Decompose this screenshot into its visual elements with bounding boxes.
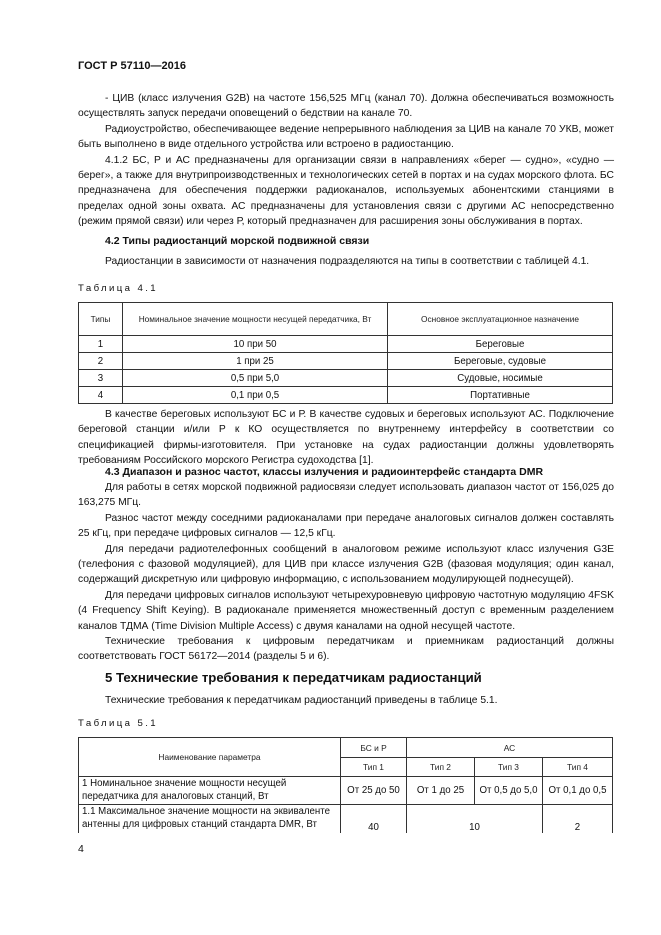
page-number: 4 [78, 843, 84, 855]
paragraph: Технические требования к цифровым передатчикам и приемникам радиостанций должны соответствовать ГОСТ 56172—2014 (разделы 5 и 6). [78, 636, 614, 663]
column-header: Типы [79, 303, 123, 336]
table-cell: 1.1 Максимальное значение мощности на эквиваленте антенны для цифровых станций стандарта DMR, Вт [79, 805, 341, 833]
table-cell: От 0,5 до 5,0 [475, 777, 543, 805]
column-header: Номинальное значение мощности несущей передатчика, Вт [123, 303, 388, 336]
table-cell: Береговые [388, 336, 613, 353]
table-4-1-caption: Таблица 4.1 [78, 283, 159, 294]
table-5-1-caption: Таблица 5.1 [78, 718, 159, 729]
paragraph: Для передачи радиотелефонных сообщений в аналоговом режиме используют класс излучения G3E (телефония с фазовой модуляцией), для ЦИВ при классе излучения G2B (фазовая модуляция; один канал, содержащий дискретную или цифровую информацию, с использованием модулирующей поднесущей). [78, 543, 614, 586]
table-row [79, 387, 613, 404]
column-header: Тип 2 [407, 758, 475, 777]
paragraph: Технические требования к передатчикам радиостанций приведены в таблице 5.1. [105, 695, 498, 706]
table-cell: 2 [543, 805, 613, 833]
table-cell: 4 [79, 387, 123, 404]
table-4-1 [78, 302, 613, 404]
column-header: Тип 3 [475, 758, 543, 777]
table-cell: Береговые, судовые [388, 353, 613, 370]
section-5-text [78, 693, 614, 708]
table-cell: 0,1 при 0,5 [123, 387, 388, 404]
table-header-row [79, 738, 613, 758]
paragraph: Радиоустройство, обеспечивающее ведение непрерывного наблюдения за ЦИВ на канале 70 УКВ, может быть выполнено в виде отдельного устройства или встроено в радиостанцию. [78, 123, 614, 151]
table-header-row [79, 303, 613, 336]
table-cell: От 1 до 25 [407, 777, 475, 805]
paragraph: В качестве береговых используют БС и Р. В качестве судовых и береговых используют АС. Подключение береговой станции и/или Р к КО осуществляется по внутреннему интерфейсу в соответствии со спецификацией фирмы-изготовителя. При установке на судах радиостанции должны удовлетворять требованиям Российского морского Регистра судоходства [1]. [78, 409, 614, 467]
section-heading-5: 5 Технические требования к передатчикам радиостанций [105, 670, 482, 685]
table-row [79, 353, 613, 370]
table-cell: 10 [407, 805, 543, 833]
table-cell: 1 Номинальное значение мощности несущей передатчика для аналоговых станций, Вт [79, 777, 341, 805]
table-cell: Судовые, носимые [388, 370, 613, 387]
paragraph: Для работы в сетях морской подвижной радиосвязи следует использовать диапазон частот от 156,025 до 163,275 МГц. [78, 482, 614, 509]
table-cell: 1 при 25 [123, 353, 388, 370]
table-cell: 0,5 при 5,0 [123, 370, 388, 387]
section-4-3-text [78, 480, 614, 665]
table-cell: 1 [79, 336, 123, 353]
paragraph: 4.1.2 БС, Р и АС предназначены для организации связи в направлениях «берег — судно», «судно — берег», а также для внутрипроизводственных и технологических сетей в портах и на судах морского флота. БС предназначена для обеспечения поддержки радиоканалов, используемых абонентскими станциями в пределах одной зоны охвата. АС предназначены для установления связи с другими АС непосредственно (режим прямой связи) или через Р, который предназначен для расширения зоны обслуживания в портах. [78, 154, 614, 228]
section-heading-4-2: 4.2 Типы радиостанций морской подвижной связи [105, 235, 370, 247]
table-row [79, 336, 613, 353]
table-row [79, 370, 613, 387]
table-cell: От 25 до 50 [341, 777, 407, 805]
table-row [79, 777, 613, 805]
document-header: ГОСТ Р 57110—2016 [78, 60, 186, 72]
column-header: АС [407, 738, 613, 758]
paragraph: Для передачи цифровых сигналов используют четырехуровневую цифровую частотную модуляцию 4FSK (4 Frequency Shift Keying). В радиоканале применяется множественный доступ с временным разделением каналов ТДМА (Time Division Multiple Access) с двумя каналами на одной несущей частоте. [78, 589, 614, 632]
column-header: БС и Р [341, 738, 407, 758]
table-cell: 10 при 50 [123, 336, 388, 353]
paragraph: Разнос частот между соседними радиоканалами при передаче аналоговых сигналов должен составлять 25 кГц, при передаче цифровых сигналов — 12,5 кГц. [78, 512, 614, 540]
table-cell: 3 [79, 370, 123, 387]
table-cell: Портативные [388, 387, 613, 404]
column-header: Тип 4 [543, 758, 613, 777]
paragraph: Радиостанции в зависимости от назначения подразделяются на типы в соответствии с таблицей 4.1. [105, 256, 590, 267]
table-cell: От 0,1 до 0,5 [543, 777, 613, 805]
paragraph: - ЦИВ (класс излучения G2B) на частоте 156,525 МГц (канал 70). Должна обеспечиваться возможность осуществлять запуск передачи оповещений о бедствии на канале 70. [78, 93, 614, 120]
column-header: Наименование параметра [79, 738, 341, 777]
column-header: Основное эксплуатационное назначение [388, 303, 613, 336]
section-4-2-text [78, 254, 614, 269]
table-cell: 2 [79, 353, 123, 370]
text-block-2 [78, 407, 614, 469]
table-5-1 [78, 737, 613, 833]
table-row [79, 805, 613, 833]
table-cell: 40 [341, 805, 407, 833]
section-heading-4-3: 4.3 Диапазон и разнос частот, классы излучения и радиоинтерфейс стандарта DMR [105, 466, 544, 478]
text-block-1 [78, 91, 614, 230]
column-header: Тип 1 [341, 758, 407, 777]
